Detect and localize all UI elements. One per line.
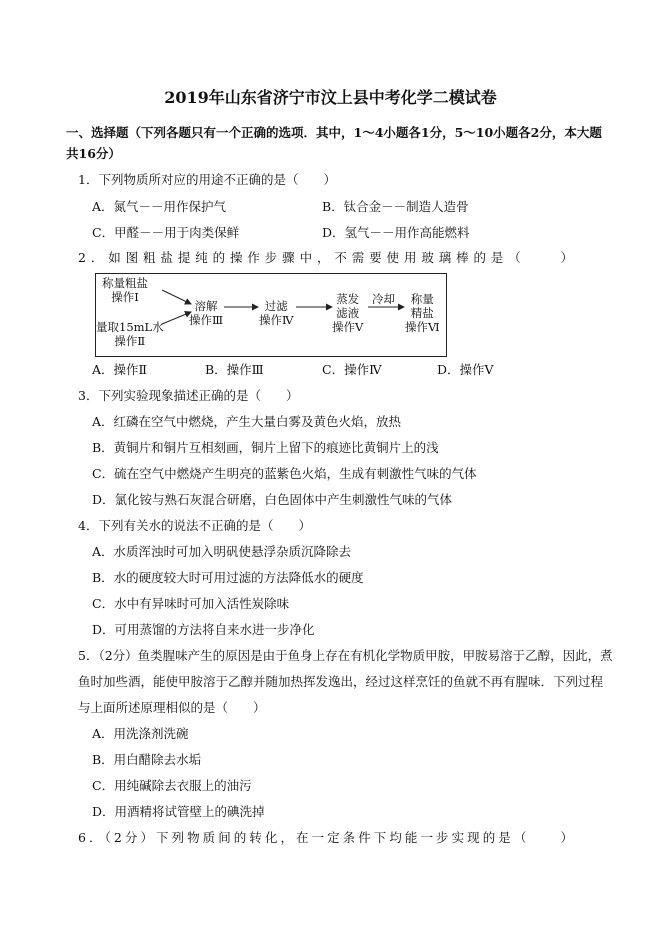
diagram-step2 bbox=[96, 320, 164, 348]
q2-option-b: B．操作Ⅲ bbox=[205, 362, 264, 377]
salt-purification-flow-diagram bbox=[95, 273, 447, 357]
section-heading-line1: 一、选择题（下列各题只有一个正确的选项．其中，1～4小题各1分，5～10小题各2分，本大题 bbox=[66, 125, 602, 140]
step2-line2: 操作Ⅱ bbox=[114, 334, 146, 348]
step6-line3: 操作Ⅵ bbox=[405, 320, 440, 334]
q1-option-c: C．甲醛－－用于肉类保鲜 bbox=[92, 225, 240, 240]
q1-option-b: B．钛合金－－制造人造骨 bbox=[322, 199, 469, 214]
step1-line1: 称量粗盐 bbox=[102, 276, 148, 290]
q3-option-d: D．氯化铵与熟石灰混合研磨，白色固体中产生刺激性气味的气体 bbox=[92, 492, 453, 507]
arrow-step1-to-dissolve bbox=[162, 290, 191, 304]
q2-option-c: C．操作Ⅳ bbox=[322, 362, 382, 377]
q3-option-c: C．硫在空气中燃烧产生明亮的蓝紫色火焰，生成有刺激性气味的气体 bbox=[92, 466, 477, 481]
q1-option-d: D．氢气－－用作高能燃料 bbox=[322, 225, 470, 240]
diagram-step6 bbox=[405, 292, 440, 334]
section-heading-line2: 共16分） bbox=[66, 146, 121, 161]
q5-stem-line2: 鱼时加些酒，能使甲胺溶于乙醇并随加热挥发逸出，经过这样烹饪的鱼就不再有腥味．下列过程 bbox=[78, 674, 604, 689]
q6-stem: 6．（2分）下列物质间的转化，在一定条件下均能一步实现的是（ ） bbox=[78, 830, 573, 845]
step5-line3: 操作Ⅴ bbox=[332, 320, 364, 334]
q5-option-d: D．用酒精将试管壁上的碘洗掉 bbox=[92, 804, 265, 819]
q1-option-a: A．氮气－－用作保护气 bbox=[92, 199, 227, 214]
q1-stem: 1．下列物质所对应的用途不正确的是（ ） bbox=[78, 172, 336, 187]
step5-line2: 滤液 bbox=[336, 306, 360, 320]
step4-line2: 操作Ⅳ bbox=[259, 313, 294, 327]
step1-line2: 操作Ⅰ bbox=[111, 290, 139, 304]
q5-option-a: A．用洗涤剂洗碗 bbox=[92, 726, 189, 741]
step4-line1: 过滤 bbox=[264, 299, 288, 313]
step2-line1: 量取15mL水 bbox=[96, 320, 164, 334]
q5-option-c: C．用纯碱除去衣服上的油污 bbox=[92, 778, 252, 793]
step3-line2: 操作Ⅲ bbox=[189, 313, 224, 327]
step6-line2: 精盐 bbox=[410, 306, 434, 320]
arrow-step2-to-dissolve bbox=[162, 312, 191, 324]
diagram-step1 bbox=[102, 276, 148, 304]
q5-stem-line3: 与上面所述原理相似的是（ ） bbox=[78, 700, 266, 715]
q4-option-b: B．水的硬度较大时可用过滤的方法降低水的硬度 bbox=[92, 570, 364, 585]
q4-option-d: D．可用蒸馏的方法将自来水进一步净化 bbox=[92, 622, 315, 637]
diagram-step3 bbox=[189, 299, 223, 327]
q2-option-a: A．操作Ⅱ bbox=[92, 362, 148, 377]
page-title: 2019年山东省济宁市汶上县中考化学二模试卷 bbox=[164, 88, 497, 107]
q4-option-c: C．水中有异味时可加入活性炭除味 bbox=[92, 596, 290, 611]
q5-option-b: B．用白醋除去水垢 bbox=[92, 752, 202, 767]
diagram-step5 bbox=[332, 292, 363, 334]
diagram-step4 bbox=[259, 299, 294, 327]
step5-line1: 蒸发 bbox=[336, 292, 360, 306]
q5-stem-line1: 5．（2分）鱼类腥味产生的原因是由于鱼身上存在有机化学物质甲胺，甲胺易溶于乙醇，因此，煮 bbox=[78, 648, 613, 663]
q4-stem: 4．下列有关水的说法不正确的是（ ） bbox=[78, 518, 311, 533]
q3-stem: 3．下列实验现象描述正确的是（ ） bbox=[78, 388, 299, 403]
step6-line1: 称量 bbox=[410, 292, 434, 306]
q2-stem: 2．如图粗盐提纯的操作步骤中，不需要使用玻璃棒的是（ ） bbox=[78, 250, 573, 265]
q3-option-b: B．黄铜片和铜片互相刻画，铜片上留下的痕迹比黄铜片上的浅 bbox=[92, 440, 439, 455]
step3-line1: 溶解 bbox=[194, 299, 218, 313]
q2-option-d: D．操作Ⅴ bbox=[437, 362, 494, 377]
diagram-arrow-label-cool: 冷却 bbox=[372, 292, 395, 306]
q3-option-a: A．红磷在空气中燃烧，产生大量白雾及黄色火焰，放热 bbox=[92, 414, 402, 429]
q4-option-a: A．水质浑浊时可加入明矾使悬浮杂质沉降除去 bbox=[92, 544, 352, 559]
